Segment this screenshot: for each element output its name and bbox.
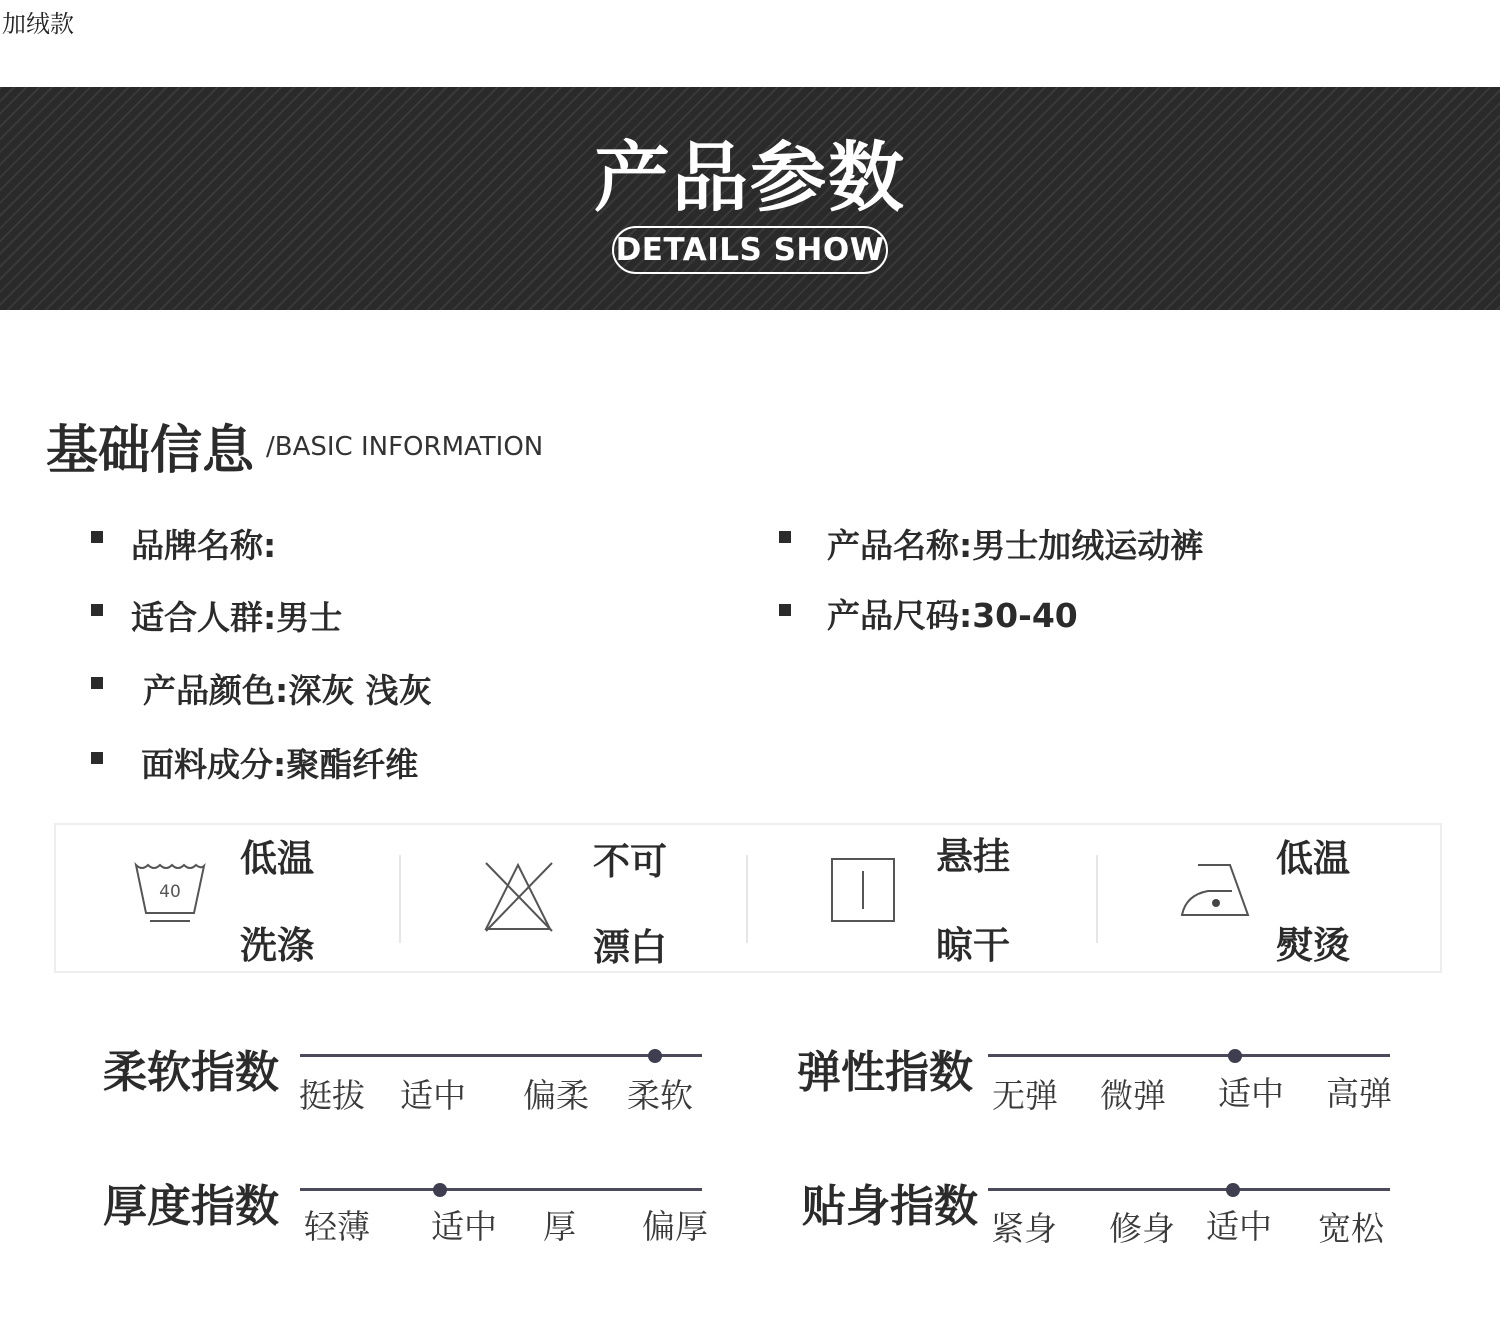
care-iron-line2: 熨烫 (1276, 924, 1350, 967)
info-color: 产品颜色:深灰 浅灰 (143, 671, 432, 710)
scale-thickness-indicator (433, 1183, 447, 1197)
section-subtitle: /BASIC INFORMATION (266, 432, 544, 462)
scale-elasticity-label: 微弹 (1100, 1076, 1166, 1115)
scale-softness-label: 偏柔 (523, 1076, 589, 1115)
scale-fit-label: 适中 (1206, 1207, 1272, 1246)
scale-thickness-label: 偏厚 (642, 1207, 708, 1246)
hang-dry-icon (830, 857, 896, 923)
care-wash-line2: 洗涤 (240, 924, 314, 967)
scale-fit-label: 宽松 (1318, 1209, 1384, 1248)
scale-thickness-label: 轻薄 (304, 1207, 370, 1246)
info-product-name: 产品名称:男士加绒运动裤 (827, 526, 1204, 565)
wash-40-icon (132, 861, 208, 927)
divider (1096, 855, 1098, 943)
scale-softness-label: 挺拔 (299, 1076, 365, 1115)
scale-fit-line (988, 1188, 1390, 1191)
divider (746, 855, 748, 943)
bullet-icon (779, 531, 791, 543)
banner-subtitle: DETAILS SHOW (612, 226, 888, 274)
divider (399, 855, 401, 943)
wash-temp-label: 40 (159, 882, 181, 902)
top-note: 加绒款 (2, 10, 74, 38)
scale-thickness-label: 适中 (431, 1207, 497, 1246)
bullet-icon (91, 752, 103, 764)
care-dry-line2: 晾干 (936, 924, 1010, 967)
bullet-icon (91, 677, 103, 689)
care-bleach-line2: 漂白 (593, 926, 667, 969)
iron-low-icon (1178, 861, 1252, 919)
care-dry-line1: 悬挂 (936, 835, 1010, 878)
scale-fit-label: 紧身 (991, 1209, 1057, 1248)
scale-elasticity-indicator (1228, 1049, 1242, 1063)
info-size: 产品尺码:30-40 (827, 596, 1078, 635)
scale-thickness-label: 厚 (543, 1207, 576, 1246)
scale-thickness-title: 厚度指数 (103, 1181, 279, 1232)
scale-fit-title: 贴身指数 (802, 1181, 978, 1232)
scale-elasticity-line (988, 1054, 1390, 1057)
scale-elasticity-label: 适中 (1218, 1074, 1284, 1113)
scale-softness-label: 适中 (400, 1076, 466, 1115)
scale-elasticity-label: 无弹 (992, 1076, 1058, 1115)
section-title: 基础信息 (46, 421, 255, 481)
care-instructions (54, 823, 1442, 973)
info-audience: 适合人群:男士 (131, 598, 343, 637)
care-wash-line1: 低温 (240, 837, 314, 880)
scale-softness-line (300, 1054, 702, 1057)
care-iron-line1: 低温 (1276, 837, 1350, 880)
bullet-icon (91, 604, 103, 616)
scale-softness-title: 柔软指数 (103, 1047, 279, 1098)
scale-thickness-line (300, 1188, 702, 1191)
scale-fit-indicator (1226, 1183, 1240, 1197)
banner-title: 产品参数 (594, 133, 906, 222)
no-bleach-icon (480, 859, 556, 935)
info-brand: 品牌名称: (131, 526, 277, 565)
scale-fit-label: 修身 (1109, 1209, 1175, 1248)
scale-softness-label: 柔软 (627, 1076, 693, 1115)
header-banner (0, 87, 1500, 310)
bullet-icon (779, 604, 791, 616)
scale-elasticity-title: 弹性指数 (797, 1047, 973, 1098)
scale-elasticity-label: 高弹 (1326, 1074, 1392, 1113)
info-material: 面料成分:聚酯纤维 (141, 745, 419, 784)
bullet-icon (91, 531, 103, 543)
scale-softness-indicator (648, 1049, 662, 1063)
care-bleach-line1: 不可 (593, 840, 667, 883)
